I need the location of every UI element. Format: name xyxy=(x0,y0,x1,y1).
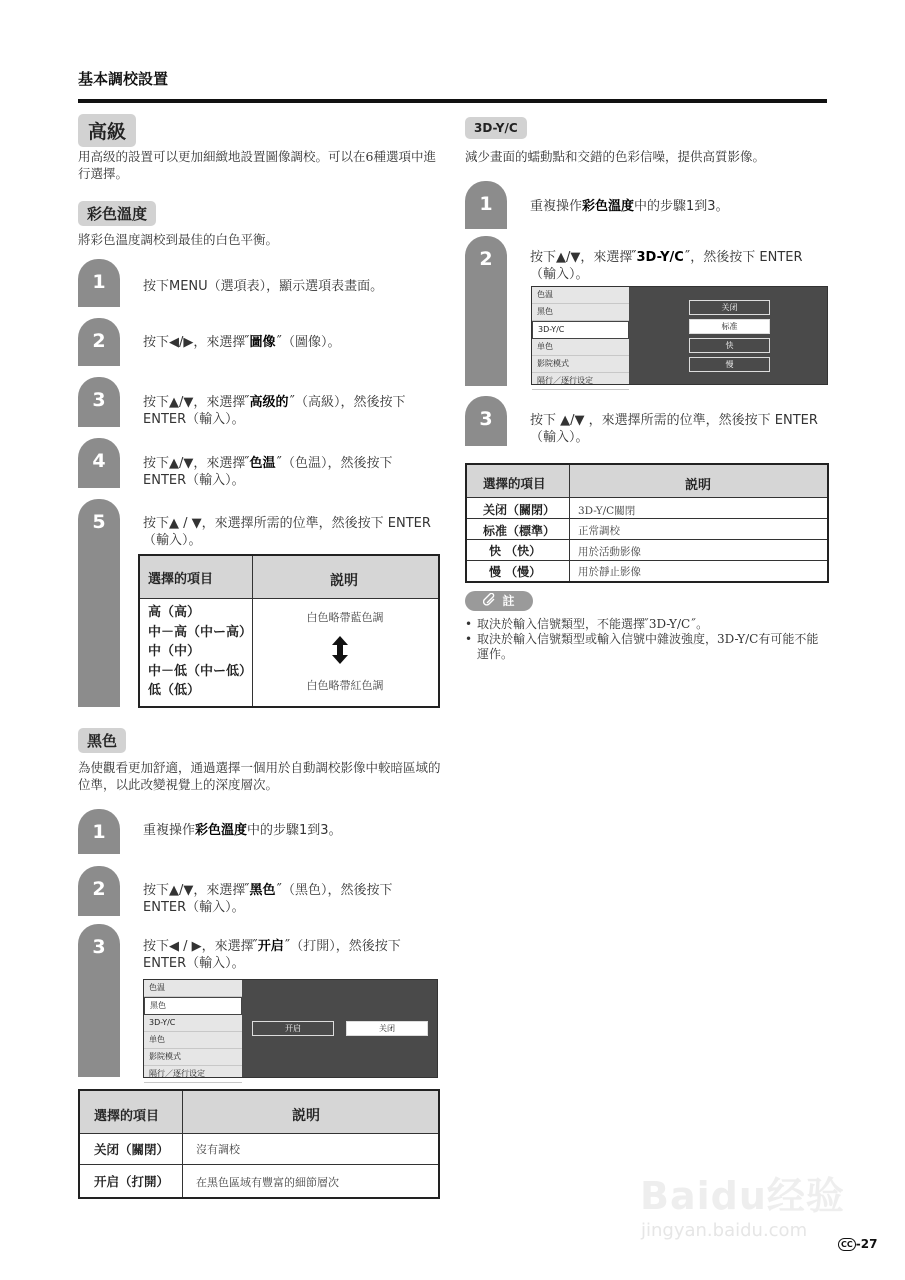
step-text: 按下▲/▼，來選擇 ̋黑色˝（黑色），然後按下 ENTER（輸入）。 xyxy=(143,883,393,915)
advanced-description: 用高级的設置可以更加細緻地設置圖像調校。可以在6種選項中進行選擇。 xyxy=(78,149,436,181)
step-text: 按下▲ / ▼，來選擇所需的位準，然後按下 ENTER（輸入）。 xyxy=(143,516,431,548)
step-text: 按下◀/▶，來選擇 ̋圖像˝（圖像）。 xyxy=(143,335,341,350)
step-badge: 2 xyxy=(78,318,120,366)
table-row-desc: 沒有調校 xyxy=(196,1143,240,1156)
note-label: 註 xyxy=(465,591,533,611)
step-text: 按下MENU（選項表），顯示選項表畫面。 xyxy=(143,279,384,294)
step-badge: 3 xyxy=(78,924,120,1077)
table-row-desc: 3D-Y/C關閉 xyxy=(578,505,636,517)
menu-item[interactable]: 隔行／逐行设定 xyxy=(144,1066,242,1083)
step-text: 按下◀ / ▶，來選擇 ̋开启˝（打開），然後按下 ENTER（輸入）。 xyxy=(143,939,401,971)
menu-item[interactable]: 单色 xyxy=(532,339,629,356)
step-badge: 1 xyxy=(465,181,507,229)
reddish-description: 白色略帶紅色調 xyxy=(306,679,384,692)
table-row-divider xyxy=(467,560,827,561)
step-badge: 1 xyxy=(78,259,120,307)
menu-item[interactable]: 色温 xyxy=(532,287,629,304)
color-temp-table xyxy=(138,554,440,708)
table-header-item: 選擇的項目 xyxy=(148,572,214,587)
table-row-item: 慢 （慢） xyxy=(489,565,542,579)
menu-item-selected[interactable]: 黑色 xyxy=(144,997,242,1015)
level-item: 中－高（中ー高） xyxy=(148,624,253,640)
table-row-item: 快 （快） xyxy=(489,544,542,558)
table-row-desc: 在黑色區域有豐富的細節層次 xyxy=(196,1176,339,1189)
menu-list xyxy=(144,980,242,1077)
step-text: 按下▲/▼，來選擇 ̋3D-Y/C˝，然後按下 ENTER（輸入）。 xyxy=(530,250,803,282)
baidu-watermark-logo: Baidu经验 xyxy=(640,1174,845,1218)
menu-item[interactable]: 影院模式 xyxy=(532,356,629,373)
step-text: 按下▲/▼，來選擇 ̋色温˝（色温），然後按下 ENTER（輸入）。 xyxy=(143,456,393,488)
table-row-item: 标准（標準） xyxy=(483,524,556,538)
bluish-description: 白色略帶藍色調 xyxy=(306,611,384,624)
level-item: 低（低） xyxy=(148,683,201,698)
menu-item[interactable]: 单色 xyxy=(144,1032,242,1049)
black-tv-menu xyxy=(143,979,438,1078)
table-header-desc: 説明 xyxy=(330,573,358,589)
menu-item[interactable]: 3D-Y/C xyxy=(144,1015,242,1032)
color-temp-title: 彩色溫度 xyxy=(78,201,156,226)
table-row-desc: 正常調校 xyxy=(578,525,620,537)
level-item: 高（高） xyxy=(148,605,201,620)
black-title: 黑色 xyxy=(78,728,126,753)
double-arrow-icon xyxy=(332,636,348,668)
step-badge: 3 xyxy=(78,377,120,427)
menu-item[interactable]: 影院模式 xyxy=(144,1049,242,1066)
table-divider xyxy=(182,1091,183,1197)
page-number: CC -27 xyxy=(838,1237,877,1251)
step-badge: 2 xyxy=(465,236,507,386)
table-header-item: 選擇的項目 xyxy=(94,1109,160,1124)
table-row-divider xyxy=(80,1164,438,1165)
yc-description: 減少畫面的蠕動點和交錯的色彩信噪，提供高質影像。 xyxy=(465,149,766,164)
table-row-desc: 用於活動影像 xyxy=(578,546,641,558)
option-off-button[interactable]: 关闭 xyxy=(689,300,770,315)
option-off-button[interactable]: 关闭 xyxy=(346,1021,428,1036)
menu-item-selected[interactable]: 3D-Y/C xyxy=(532,321,629,339)
table-header-item: 選擇的項目 xyxy=(483,476,546,491)
option-slow-button[interactable]: 慢 xyxy=(689,357,770,372)
step-text: 按下 ▲/▼ ，來選擇所需的位準，然後按下 ENTER（輸入）。 xyxy=(530,413,818,445)
level-list xyxy=(148,603,252,701)
step-text: 重複操作彩色溫度中的步驟1到3。 xyxy=(530,199,729,214)
option-standard-button[interactable]: 标准 xyxy=(689,319,770,334)
note-bullets xyxy=(465,617,827,662)
step-badge: 1 xyxy=(78,809,120,854)
step-badge: 4 xyxy=(78,438,120,488)
level-item: 中－低（中ー低） xyxy=(148,663,253,679)
table-row-item: 关闭（關閉） xyxy=(94,1142,170,1157)
yc-title: 3D-Y/C xyxy=(465,117,527,139)
table-divider xyxy=(569,465,570,581)
table-row-item: 关闭（關閉） xyxy=(483,503,556,517)
level-item: 中（中） xyxy=(148,644,201,659)
paperclip-icon xyxy=(483,592,496,612)
black-description: 為使觀看更加舒適，通過選擇一個用於自動調校影像中較暗區域的位準，以此改變視覺上的深度層次。 xyxy=(78,760,441,792)
table-header-desc: 説明 xyxy=(292,1108,320,1124)
table-row-item: 开启（打開） xyxy=(94,1174,170,1189)
advanced-title: 高級 xyxy=(78,114,136,147)
note-bullet: • 取決於輸入信號類型或輸入信號中雜波強度，3D-Y/C有可能不能運作。 xyxy=(465,632,819,661)
yc-tv-menu xyxy=(531,286,828,385)
step-badge: 5 xyxy=(78,499,120,707)
option-on-button[interactable]: 开启 xyxy=(252,1021,334,1036)
step-text: 按下▲/▼，來選擇 ̋高级的˝（高級），然後按下 ENTER（輸入）。 xyxy=(143,395,406,427)
step-text: 重複操作彩色溫度中的步驟1到3。 xyxy=(143,823,342,838)
menu-item[interactable]: 隔行／逐行设定 xyxy=(532,373,629,390)
table-row-divider xyxy=(467,539,827,540)
cc-badge: CC xyxy=(838,1238,856,1251)
menu-list xyxy=(532,287,629,384)
color-temp-description: 將彩色溫度調校到最佳的白色平衡。 xyxy=(78,232,279,247)
step-badge: 2 xyxy=(78,866,120,916)
section-header: 基本調校設置 xyxy=(78,70,169,88)
black-table xyxy=(78,1089,440,1199)
note-bullet: • 取決於輸入信號類型，不能選擇 ̋3D-Y/C˝。 xyxy=(465,617,709,631)
baidu-watermark-url: jingyan.baidu.com xyxy=(641,1220,808,1241)
table-row-desc: 用於靜止影像 xyxy=(578,566,641,578)
table-row-divider xyxy=(467,518,827,519)
yc-table xyxy=(465,463,829,583)
table-header-desc: 説明 xyxy=(685,478,712,493)
option-fast-button[interactable]: 快 xyxy=(689,338,770,353)
menu-item[interactable]: 色温 xyxy=(144,980,242,997)
menu-item[interactable]: 黑色 xyxy=(532,304,629,321)
step-badge: 3 xyxy=(465,396,507,446)
header-rule xyxy=(78,99,827,103)
